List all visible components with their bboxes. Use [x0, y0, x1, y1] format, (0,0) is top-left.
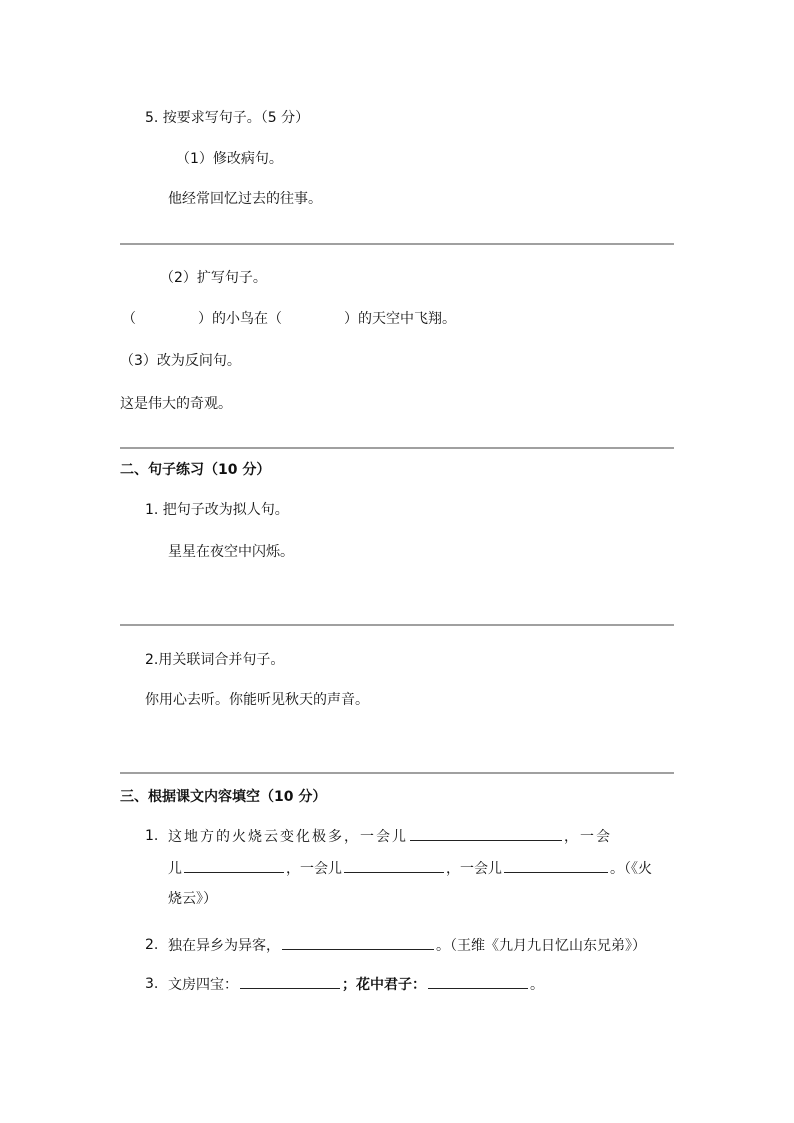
q3-text-b: ；花中君子： — [342, 977, 426, 993]
sub-question-2-label: （2）扩写句子。 — [160, 270, 267, 286]
sub-question-1-label: （1）修改病句。 — [176, 151, 283, 167]
section-3-question-2-line — [168, 935, 646, 956]
question-5-title: 5. 按要求写句子。（5 分） — [145, 110, 310, 126]
q3-text-c: 。 — [530, 977, 544, 993]
q2-text-b: 。（王维《九月九日忆山东兄弟》） — [436, 938, 646, 954]
section-3-question-2-number: 2. — [145, 937, 159, 953]
section-2-heading: 二、句子练习（10 分） — [120, 462, 271, 478]
sub-question-3-label: （3）改为反问句。 — [120, 353, 241, 369]
section-3-question-1-line-2 — [168, 858, 652, 879]
fill-blank-3[interactable] — [344, 858, 444, 873]
q1-text-f: 。（《火 — [610, 861, 652, 877]
section-3-question-1-line-1 — [168, 826, 612, 847]
sentence-middle: ）的小鸟在（ — [198, 311, 282, 327]
fill-blank-2[interactable] — [184, 858, 284, 873]
section-3-question-3-number: 3. — [145, 976, 159, 992]
section-2-question-2-text: 你用心去听。你能听见秋天的声音。 — [145, 692, 369, 708]
section-2-question-2-label: 2.用关联词合并句子。 — [145, 652, 285, 668]
paren-open-1: （ — [122, 311, 136, 327]
q1-text-e: ，一会儿 — [446, 861, 502, 877]
q3-text-a: 文房四宝： — [168, 977, 238, 993]
section-2-question-1-text: 星星在夜空中闪烁。 — [168, 544, 294, 560]
section-3-question-3-line — [168, 974, 544, 995]
answer-line[interactable] — [120, 243, 674, 245]
sub-question-2-text — [122, 309, 456, 329]
q1-text-d: ，一会儿 — [286, 861, 342, 877]
q1-text-b: ，一会 — [564, 829, 612, 845]
answer-line[interactable] — [120, 772, 674, 774]
section-2-question-1-label: 1. 把句子改为拟人句。 — [145, 502, 289, 518]
sub-question-3-text: 这是伟大的奇观。 — [120, 396, 232, 412]
answer-line[interactable] — [120, 447, 674, 449]
section-3-question-1-line-3: 烧云》） — [168, 891, 217, 907]
answer-line[interactable] — [120, 624, 674, 626]
section-3-heading: 三、根据课文内容填空（10 分） — [120, 789, 327, 805]
fill-blank-7[interactable] — [428, 974, 528, 989]
q1-text-c: 儿 — [168, 861, 182, 877]
fill-blank-1[interactable] — [410, 826, 562, 841]
fill-blank-6[interactable] — [240, 974, 340, 989]
section-3-question-1-number: 1. — [145, 828, 159, 844]
fill-blank-4[interactable] — [504, 858, 608, 873]
sub-question-1-text: 他经常回忆过去的往事。 — [168, 191, 322, 207]
q2-text-a: 独在异乡为异客， — [168, 938, 280, 954]
fill-blank-5[interactable] — [282, 935, 434, 950]
sentence-end: ）的天空中飞翔。 — [344, 311, 456, 327]
q1-text-a: 这地方的火烧云变化极多，一会儿 — [168, 829, 408, 845]
